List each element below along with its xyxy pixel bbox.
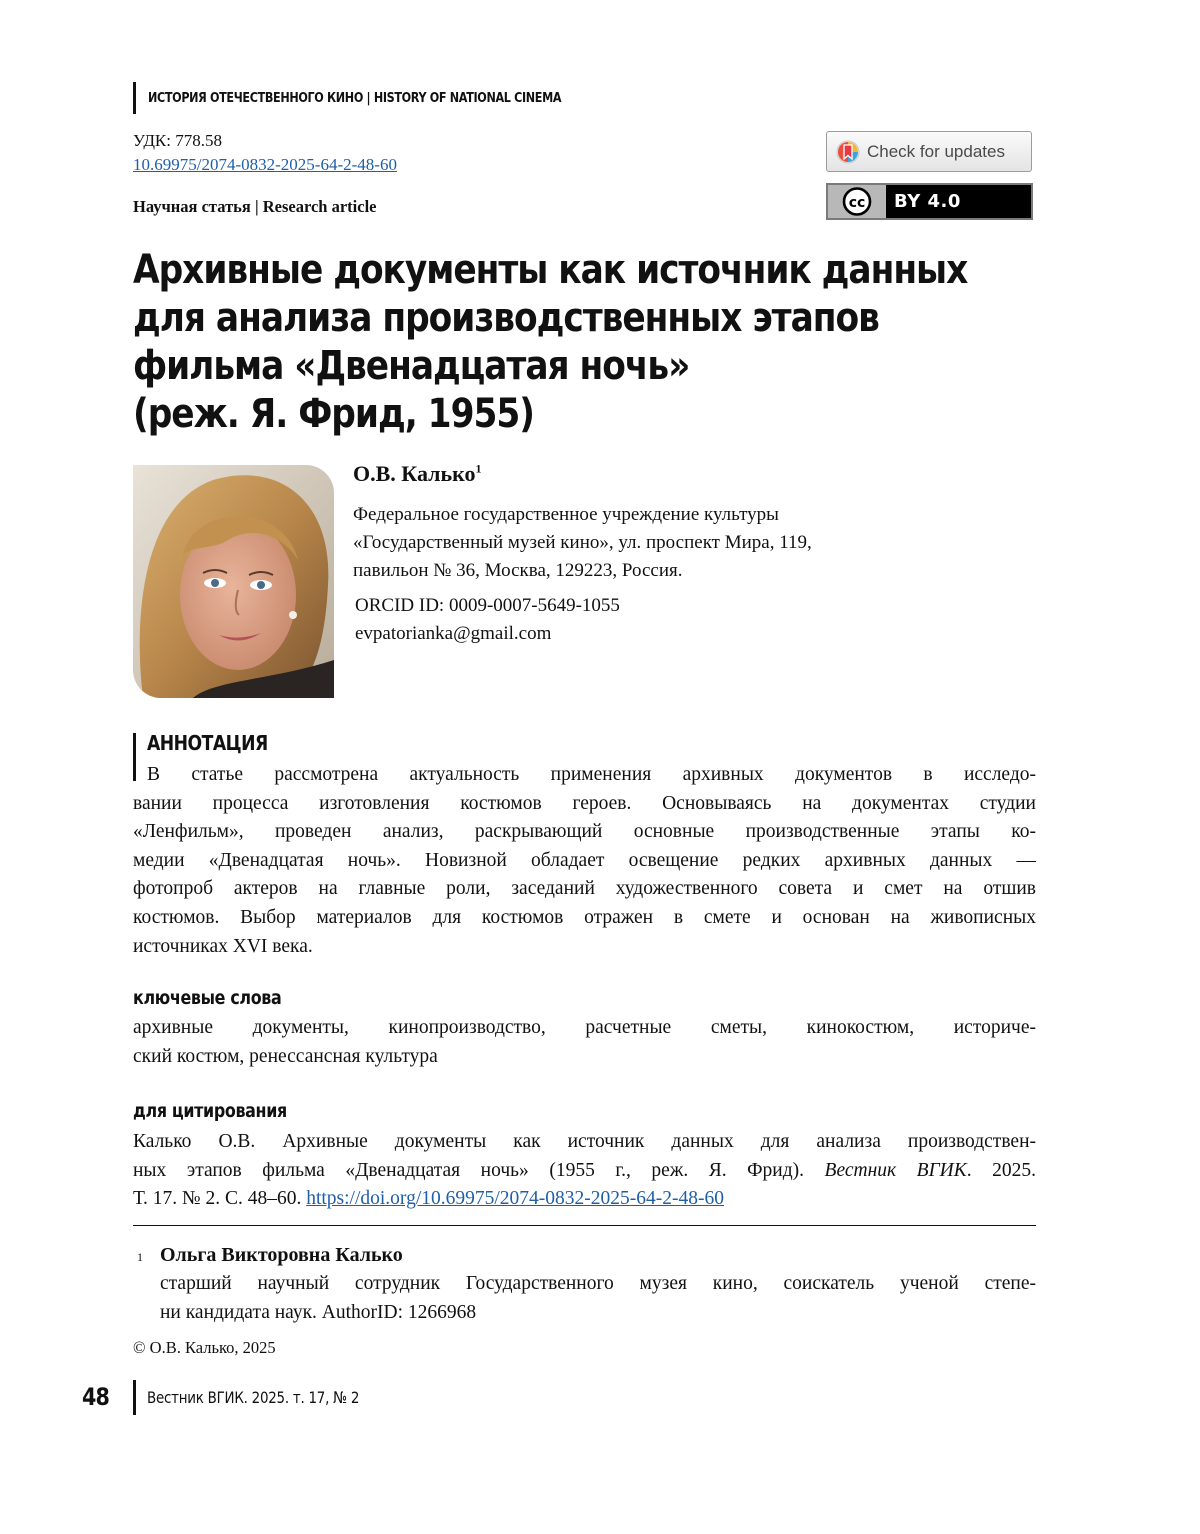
affiliation-line: «Государственный музей кино», ул. проспект Мира, 119,: [353, 532, 812, 553]
article-title: [133, 246, 968, 438]
check-for-updates-button[interactable]: [826, 131, 1032, 172]
annotation-line: медии «Двенадцатая ночь». Новизной обладает освещение редких архивных данных —: [133, 849, 1036, 871]
citation-part: . 2025.: [966, 1159, 1036, 1181]
doi-link[interactable]: 10.69975/2074-0832-2025-64-2-48-60: [133, 155, 397, 174]
author-affiliation: [353, 501, 973, 585]
annotation-line: костюмов. Выбор материалов для костюмов отражен в смете и основан на живописных: [133, 906, 1036, 928]
footer-journal: Вестник ВГИК. 2025. т. 17, № 2: [147, 1388, 360, 1407]
citation-heading: для цитирования: [133, 1101, 287, 1122]
cc-icon: [828, 185, 886, 218]
title-line: Архивные документы как источник данных: [133, 247, 968, 293]
footnote-line: ни кандидата наук. AuthorID: 1266968: [160, 1301, 477, 1323]
cc-license-badge[interactable]: [826, 183, 1033, 220]
footnote-author-name: Ольга Викторовна Калько: [160, 1244, 403, 1266]
article-type: Научная статья | Research article: [133, 197, 377, 216]
orcid-id: ORCID ID: 0009-0007-5649-1055: [355, 595, 620, 616]
footer-divider: [133, 1380, 136, 1415]
title-line: для анализа производственных этапов: [133, 295, 879, 341]
citation-line: [133, 1185, 1036, 1214]
citation-part: Т. 17. № 2. С. 48–60.: [133, 1188, 302, 1210]
annotation-heading: АННОТАЦИЯ: [147, 731, 268, 755]
footnote-line: старший научный сотрудник Государственного музея кино, соискатель ученой степе-: [160, 1273, 1036, 1294]
license-label: BY 4.0: [894, 191, 961, 212]
annotation-text: [133, 761, 1036, 961]
citation-part: ных этапов фильма «Двенадцатая ночь» (1955 г., реж. Я. Фрид).: [133, 1159, 805, 1181]
footnote-text: [160, 1270, 1036, 1327]
annotation-line: «Ленфильм», проведен анализ, раскрывающий основные производственные этапы ко-: [133, 821, 1036, 843]
citation-line: [133, 1157, 1036, 1186]
citation-line: Калько О.В. Архивные документы как источник данных для анализа производствен-: [133, 1131, 1036, 1152]
keywords-line: ский костюм, ренессансная культура: [133, 1045, 438, 1067]
check-for-updates-label: Check for updates: [867, 141, 1005, 161]
footnote-divider: [133, 1225, 1036, 1226]
crossmark-icon: [836, 140, 860, 164]
affiliation-line: Федеральное государственное учреждение культуры: [353, 504, 779, 525]
svg-text:cc: cc: [848, 195, 866, 211]
footnote-marker: 1: [137, 1250, 143, 1264]
author-photo: [133, 465, 334, 698]
running-header: [133, 82, 628, 114]
title-line: фильма «Двенадцатая ночь»: [133, 343, 690, 389]
author-email[interactable]: evpatorianka@gmail.com: [355, 623, 552, 644]
title-line: (реж. Я. Фрид, 1955): [133, 391, 534, 437]
keywords-text: [133, 1014, 1036, 1071]
annotation-line: источниках XVI века.: [133, 935, 313, 957]
page-number: 48: [82, 1383, 110, 1411]
udk-code: УДК: 778.58: [133, 131, 222, 150]
copyright: © О.В. Калько, 2025: [133, 1338, 276, 1357]
citation-journal: Вестник ВГИК: [824, 1159, 967, 1181]
citation-text: [133, 1128, 1036, 1214]
citation-doi-link[interactable]: https://doi.org/10.69975/2074-0832-2025-64-2-48-60: [306, 1188, 724, 1210]
keywords-heading: ключевые слова: [133, 988, 282, 1009]
annotation-line: вании процесса изготовления костюмов героев. Основываясь на документах студии: [133, 792, 1036, 814]
running-title: ИСТОРИЯ ОТЕЧЕСТВЕННОГО КИНО | HISTORY OF NATIONAL CINEMA: [148, 90, 562, 106]
author-footnote-marker: 1: [475, 461, 482, 476]
keywords-line: архивные документы, кинопроизводство, расчетные сметы, кинокостюм, историче-: [133, 1017, 1036, 1038]
annotation-line: В статье рассмотрена актуальность применения архивных документов в исследо-: [147, 764, 1036, 785]
author-name: [353, 461, 482, 487]
author-name-text: О.В. Калько: [353, 461, 476, 486]
affiliation-line: павильон № 36, Москва, 129223, Россия.: [353, 560, 683, 581]
annotation-line: фотопроб актеров на главные роли, заседаний художественного совета и смет на отшив: [133, 878, 1036, 900]
